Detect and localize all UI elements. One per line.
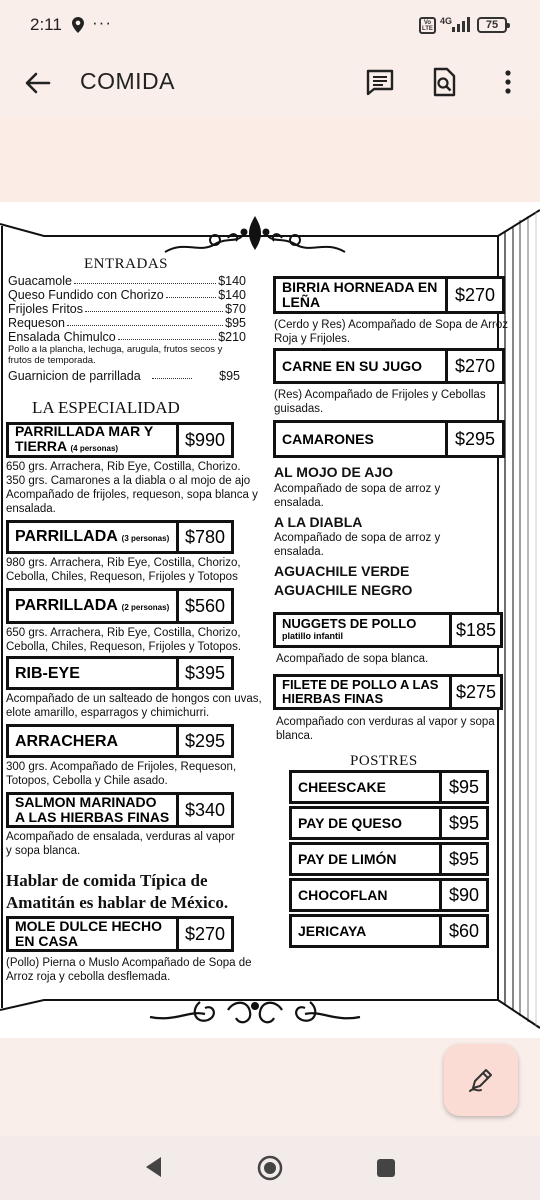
- comment-icon[interactable]: [364, 66, 396, 98]
- leader-dots: [166, 288, 217, 298]
- item-price: $70: [225, 302, 246, 316]
- item-description: (Cerdo y Res) Acompañado de Sopa de Arroz Roja y Frijoles.: [274, 319, 508, 345]
- item-name: ARRACHERA: [9, 727, 179, 755]
- item-description: Acompañado de un salteado de hongos con uvas, elote amarillo, esparragos y chimichurri.: [6, 693, 262, 719]
- item-name: RIB-EYE: [9, 659, 179, 687]
- item-price: $295: [184, 730, 226, 751]
- menu-item-box: [6, 724, 234, 758]
- item-price: $270: [184, 923, 226, 944]
- status-bar: [0, 0, 540, 50]
- item-price: $95: [225, 316, 246, 330]
- menu-item-box: [289, 914, 489, 948]
- item-price: $185: [455, 619, 497, 640]
- list-item: [8, 330, 246, 344]
- item-name: Queso Fundido con Chorizo: [8, 288, 164, 302]
- status-time: 2:11: [30, 15, 62, 34]
- battery-icon: 75: [477, 17, 507, 33]
- menu-item-box: [6, 916, 234, 952]
- item-description: (Res) Acompañado de Frijoles y Cebollas guisadas.: [274, 389, 486, 415]
- item-price: $95: [448, 848, 480, 869]
- item-price: $60: [448, 920, 480, 941]
- menu-item-box: [6, 422, 234, 458]
- item-name: CHEESCAKE: [292, 773, 442, 801]
- item-price: $95: [219, 369, 240, 383]
- item-description: Pollo a la plancha, lechuga, arugula, frutos secos y frutos de temporada.: [8, 344, 223, 366]
- item-price: $395: [184, 662, 226, 683]
- list-item: [8, 302, 246, 316]
- item-name-text: NUGGETS DE POLLO: [282, 616, 417, 631]
- item-price: $140: [218, 288, 246, 302]
- menu-item-box: [6, 520, 234, 554]
- nav-recents-icon[interactable]: [376, 1158, 396, 1178]
- back-arrow-icon[interactable]: [22, 68, 52, 98]
- item-description: 650 grs. Arrachera, Rib Eye, Costilla, Chorizo. 350 grs. Camarones a la diabla o al mojo de ajo Acompañado de frijoles, requeson, sopa blanca y ensalada.: [6, 461, 258, 515]
- find-in-page-icon[interactable]: [428, 66, 460, 98]
- menu-item-box: [6, 588, 234, 624]
- menu-item-box: [289, 878, 489, 912]
- menu-item-box: [273, 348, 505, 384]
- menu-item-box: [273, 674, 503, 710]
- item-name: CHOCOFLAN: [292, 881, 442, 909]
- leader-dots: [67, 316, 223, 326]
- leader-dots: [118, 330, 216, 340]
- list-item: [8, 369, 240, 383]
- item-price: $560: [184, 595, 226, 616]
- item-name: Ensalada Chimulco: [8, 330, 116, 344]
- list-item: [8, 288, 246, 302]
- item-name: SALMON MARINADO A LAS HIERBAS FINAS: [9, 795, 179, 825]
- leader-dots: [152, 369, 192, 379]
- item-description: 300 grs. Acompañado de Frijoles, Requeson, Totopos, Cebolla y Chile asado.: [6, 761, 237, 787]
- item-name: [9, 425, 179, 455]
- item-name: Requeson: [8, 316, 65, 330]
- network-type: 4G: [440, 16, 453, 26]
- item-name: AL MOJO DE AJO: [274, 464, 394, 480]
- system-nav-bar: [0, 1136, 540, 1200]
- item-name: [9, 523, 179, 551]
- menu-item-box: [6, 792, 234, 828]
- item-name: A LA DIABLA: [274, 514, 363, 530]
- item-name: [9, 591, 179, 621]
- entradas-heading: ENTRADAS: [84, 256, 169, 272]
- item-name: CARNE EN SU JUGO: [276, 351, 448, 381]
- menu-item-box: [6, 656, 234, 690]
- item-name: Frijoles Fritos: [8, 302, 84, 316]
- item-name: CAMARONES: [276, 423, 448, 455]
- list-item: [8, 316, 246, 330]
- item-name-text: PARRILLADA: [15, 596, 118, 614]
- item-name: AGUACHILE NEGRO: [274, 582, 413, 598]
- item-description: 980 grs. Arrachera, Rib Eye, Costilla, Chorizo, Cebolla, Chiles, Requeson, Frijoles y Totopos: [6, 557, 241, 583]
- content-background: [0, 118, 540, 202]
- item-description: Acompañado de sopa blanca.: [276, 653, 429, 665]
- item-price: $95: [448, 776, 480, 797]
- item-price: $295: [454, 428, 496, 449]
- app-bar: [0, 50, 540, 114]
- item-name: PAY DE QUESO: [292, 809, 442, 837]
- signal-icon: [452, 17, 470, 32]
- item-price: $210: [218, 330, 246, 344]
- item-name: BIRRIA HORNEADA EN LEÑA: [276, 279, 448, 311]
- menu-item-box: [273, 276, 505, 314]
- item-sub: (4 personas): [70, 444, 119, 453]
- item-name: MOLE DULCE HECHO EN CASA: [9, 919, 179, 949]
- page-title: COMIDA: [80, 68, 175, 94]
- item-price: $95: [448, 812, 480, 833]
- item-description: Acompañado de ensalada, verduras al vapor y sopa blanca.: [6, 831, 235, 857]
- item-name: PAY DE LIMÓN: [292, 845, 442, 873]
- item-price: $340: [184, 799, 226, 820]
- item-price: $275: [455, 681, 497, 702]
- item-name: JERICAYA: [292, 917, 442, 945]
- item-description: Acompañado de sopa de arroz y ensalada.: [274, 483, 441, 509]
- especialidad-heading: LA ESPECIALIDAD: [32, 398, 180, 417]
- item-description: Acompañado de sopa de arroz y ensalada.: [274, 532, 441, 558]
- notification-dots: ···: [92, 13, 112, 32]
- item-name-text: PARRILLADA: [15, 527, 118, 545]
- edit-fab-button[interactable]: [444, 1044, 518, 1116]
- item-name: FILETE DE POLLO A LAS HIERBAS FINAS: [276, 677, 452, 707]
- nav-back-icon[interactable]: [142, 1154, 164, 1180]
- more-vert-icon[interactable]: [492, 66, 524, 98]
- item-price: $90: [448, 884, 480, 905]
- leader-dots: [74, 274, 216, 284]
- menu-item-box: [273, 612, 503, 648]
- location-icon: [72, 17, 84, 36]
- nav-home-icon[interactable]: [256, 1154, 284, 1182]
- item-price: $270: [454, 284, 496, 305]
- item-sub: (2 personas): [121, 602, 170, 612]
- item-sub: (3 personas): [121, 533, 170, 543]
- item-name: Guacamole: [8, 274, 72, 288]
- item-price: $140: [218, 274, 246, 288]
- item-name: AGUACHILE VERDE: [274, 563, 410, 579]
- item-name: [276, 615, 452, 645]
- edit-pen-icon: [467, 1066, 495, 1094]
- item-description: 650 grs. Arrachera, Rib Eye, Costilla, Chorizo, Cebolla, Chiles, Requeson, Frijoles y Totopos.: [6, 627, 242, 653]
- volte-icon: Vo LTE: [419, 17, 436, 34]
- leader-dots: [85, 302, 223, 312]
- slogan: Hablar de comida Típica de Amatitán es hablar de México.: [6, 871, 229, 912]
- menu-item-box: [273, 420, 505, 458]
- item-name: Guarnicion de parrillada: [8, 369, 141, 383]
- menu-item-box: [289, 806, 489, 840]
- list-item: [8, 274, 246, 288]
- postres-heading: POSTRES: [350, 753, 418, 769]
- menu-item-box: [289, 770, 489, 804]
- item-description: (Pollo) Pierna o Muslo Acompañado de Sopa de Arroz roja y cebolla desflemada.: [6, 957, 252, 983]
- item-price: $990: [184, 429, 226, 450]
- item-name-text: PARRILLADA MAR Y TIERRA: [15, 423, 153, 454]
- item-description: Acompañado con verduras al vapor y sopa blanca.: [276, 716, 495, 742]
- menu-item-box: [289, 842, 489, 876]
- item-sub: platillo infantil: [282, 631, 343, 641]
- menu-image[interactable]: [0, 202, 540, 1038]
- entradas-list: [8, 274, 246, 383]
- item-price: $780: [184, 526, 226, 547]
- item-price: $270: [454, 355, 496, 376]
